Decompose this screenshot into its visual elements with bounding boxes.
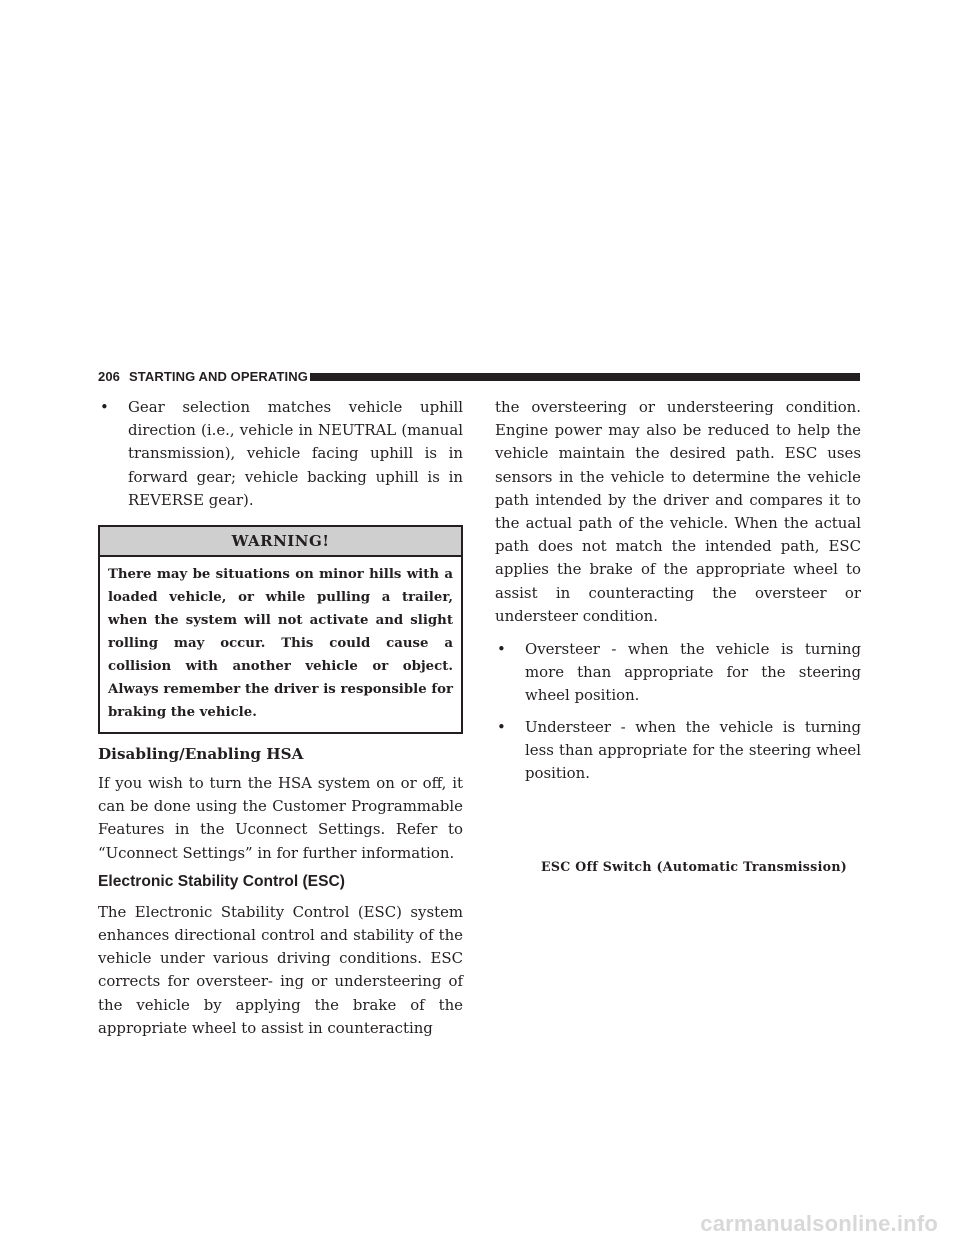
hsa-subheading: Disabling/Enabling HSA	[98, 745, 304, 764]
figure-caption: ESC Off Switch (Automatic Transmission)	[541, 859, 848, 874]
warning-title: WARNING!	[100, 527, 461, 557]
left-column	[98, 396, 463, 1040]
warning-body: There may be situations on minor hills with a loaded vehicle, or while pulling a trailer, when the system will not activate and slight rolling may occur. This could cause a collision with another vehicle or object. Always remember the driver is responsible for braking the vehicle.	[108, 567, 453, 721]
bullet-text: Understeer - when the vehicle is turning less than appropriate for the steering wheel position.	[525, 717, 861, 783]
bullet-glyph: •	[497, 717, 506, 736]
header-rule	[310, 373, 860, 381]
right-column	[495, 396, 861, 785]
page-number: 206	[98, 369, 120, 384]
esc-continued-paragraph: the oversteering or understeering condition. Engine power may also be reduced to help the vehicle maintain the desired path. ESC uses sensors in the vehicle to determine the vehicle path intended by the driver and compares it to the actual path of the vehicle. When the actual path does not match the intended path, ESC applies the brake of the appropriate wheel to assist in counteracting the oversteer or understeer condition.	[495, 398, 861, 625]
bullet-text: Oversteer - when the vehicle is turning more than appropriate for the steering wheel position.	[525, 640, 861, 705]
watermark	[0, 1202, 960, 1242]
section-title: STARTING AND OPERATING	[129, 369, 308, 384]
esc-heading: Electronic Stability Control (ESC)	[98, 872, 345, 890]
bullet-item-oversteer	[495, 638, 861, 708]
warning-box	[98, 525, 463, 734]
esc-paragraph: The Electronic Stability Control (ESC) system enhances directional control and stability of the vehicle under various driving conditions. ESC corrects for oversteer- ing or understeering of the vehicle by applying the brake of the appropriate wheel to assist in counteracting	[98, 902, 463, 1037]
page-header	[98, 369, 860, 385]
bullet-item-understeer	[495, 716, 861, 786]
bullet-glyph: •	[100, 398, 109, 416]
bullet-text: Gear selection matches vehicle uphill direction (i.e., vehicle in NEUTRAL (manual transmission), vehicle facing uphill is in forward gear; vehicle backing uphill is in REVERSE gear).	[128, 398, 463, 509]
bullet-glyph: •	[497, 640, 506, 659]
hsa-paragraph: If you wish to turn the HSA system on or off, it can be done using the Customer Programmable Features in the Uconnect Settings. Refer to “Uconnect Settings” in for further information.	[98, 774, 463, 862]
bullet-item	[98, 396, 463, 512]
watermark-text: carmanualsonline.info	[700, 1211, 938, 1236]
